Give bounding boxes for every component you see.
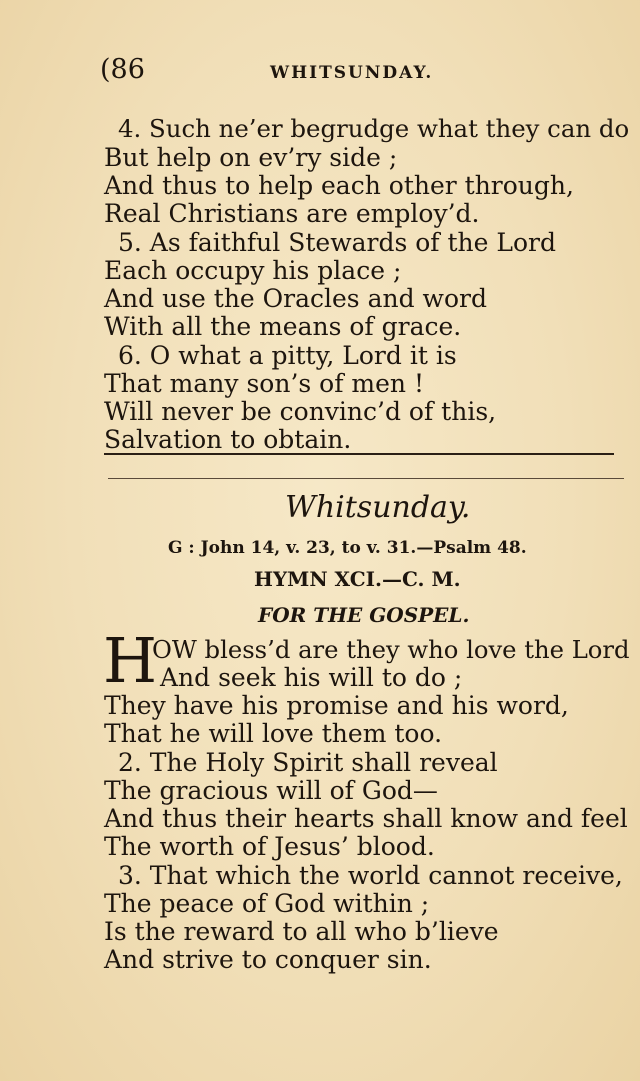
verse-line: That many son’s of men ! [104,369,425,398]
section-title: Whitsunday. [285,490,471,525]
running-header: WHITSUNDAY. [270,63,434,83]
verse-line: The gracious will of God— [104,776,438,805]
verse-line: The worth of Jesus’ blood. [104,832,435,861]
verse-line: Each occupy his place ; [104,256,402,285]
verse-line: OW bless’d are they who love the Lord [152,635,630,664]
verse-line: They have his promise and his word, [104,691,569,720]
verse-line: 2. The Holy Spirit shall reveal [118,748,498,777]
verse-line: 6. O what a pitty, Lord it is [118,341,457,370]
verse-line: 4. Such ne’er begrudge what they can do [118,114,630,143]
section-divider-thin [108,478,624,479]
verse-line: Salvation to obtain. [104,425,352,454]
verse-line: And thus to help each other through, [104,171,574,200]
hymn-number: HYMN XCI.—C. M. [254,567,461,591]
verse-line: 3. That which the world cannot receive, [118,861,623,890]
verse-line: And thus their hearts shall know and feel [104,804,628,833]
verse-line: Will never be convinc’d of this, [104,397,497,426]
scripture-reference: G : John 14, v. 23, to v. 31.—Psalm 48. [168,538,527,558]
verse-line: With all the means of grace. [104,312,462,341]
verse-line: Is the reward to all who b’lieve [104,917,499,946]
verse-line: But help on ev’ry side ; [104,143,398,172]
verse-line: That he will love them too. [104,719,443,748]
verse-line: The peace of God within ; [104,889,430,918]
verse-line: And seek his will to do ; [160,663,463,692]
hymn-subtitle: FOR THE GOSPEL. [258,603,470,627]
page-number: (86 [100,54,145,85]
section-divider [104,453,614,455]
verse-line: And use the Oracles and word [104,284,487,313]
verse-line: And strive to conquer sin. [104,945,432,974]
drop-cap: H [103,624,158,697]
verse-line: Real Christians are employ’d. [104,199,480,228]
verse-line: 5. As faithful Stewards of the Lord [118,228,556,257]
